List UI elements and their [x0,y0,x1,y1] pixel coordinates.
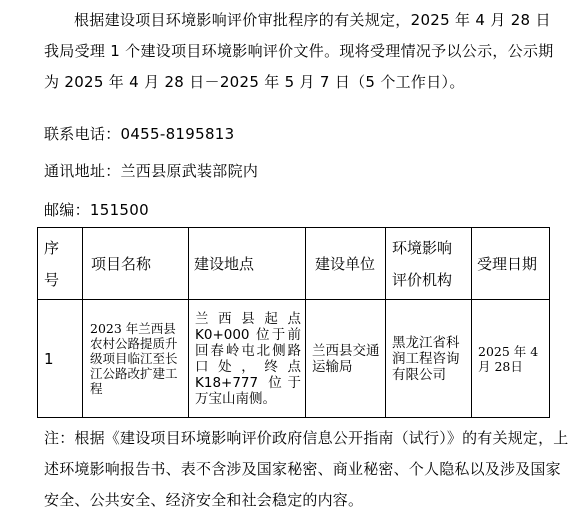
header-project-label: 项目名称 [91,254,152,273]
header-seq-top: 序 [44,238,60,257]
header-seq [38,228,83,300]
contact-postcode: 邮编：151500 [44,201,149,219]
contact-phone: 联系电话：0455-8195813 [44,125,235,143]
header-location [189,228,306,300]
table-header-row [38,228,550,300]
header-date [472,228,550,300]
footnote: 注：根据《建设项目环境影响评价政府信息公开指南（试行）》的有关规定，上述环境影响报告书、表不含涉及国家秘密、商业秘密、个人隐私以及涉及国家安全、公共安全、经济安全和社会稳定的内容。 [44,429,569,509]
header-location-label: 建设地点 [194,254,255,273]
contact-address: 通讯地址：兰西县原武装部院内 [44,162,259,180]
acceptance-table [37,227,550,418]
row-seq: 1 [38,300,83,418]
header-date-label: 受理日期 [477,254,538,273]
header-agency-top: 环境影响 [392,238,453,257]
header-project [83,228,189,300]
header-seq-bottom: 号 [44,270,60,289]
row-location: 兰西县起点K0+000 位于前回春岭屯北侧路口处，终点K18+777 位于万宝山南侧。 [189,300,306,418]
table-row [38,300,550,418]
header-agency-bottom: 评价机构 [392,270,453,289]
row-date: 2025 年 4 月 28日 [472,300,550,418]
row-agency: 黑龙江省科润工程咨询有限公司 [386,300,472,418]
row-project: 2023 年兰西县农村公路提质升级项目临江至长江公路改扩建工程 [83,300,189,418]
header-agency [386,228,472,300]
header-unit [306,228,386,300]
intro-paragraph: 根据建设项目环境影响评价审批程序的有关规定，2025 年 4 月 28 日我局受理 1 个建设项目环境影响评价文件。现将受理情况予以公示，公示期为 2025 年 4 月 28 日－2025 年 5 月 7 日（5 个工作日）。 [44,11,554,91]
header-unit-label: 建设单位 [315,254,376,273]
row-unit: 兰西县交通运输局 [306,300,386,418]
